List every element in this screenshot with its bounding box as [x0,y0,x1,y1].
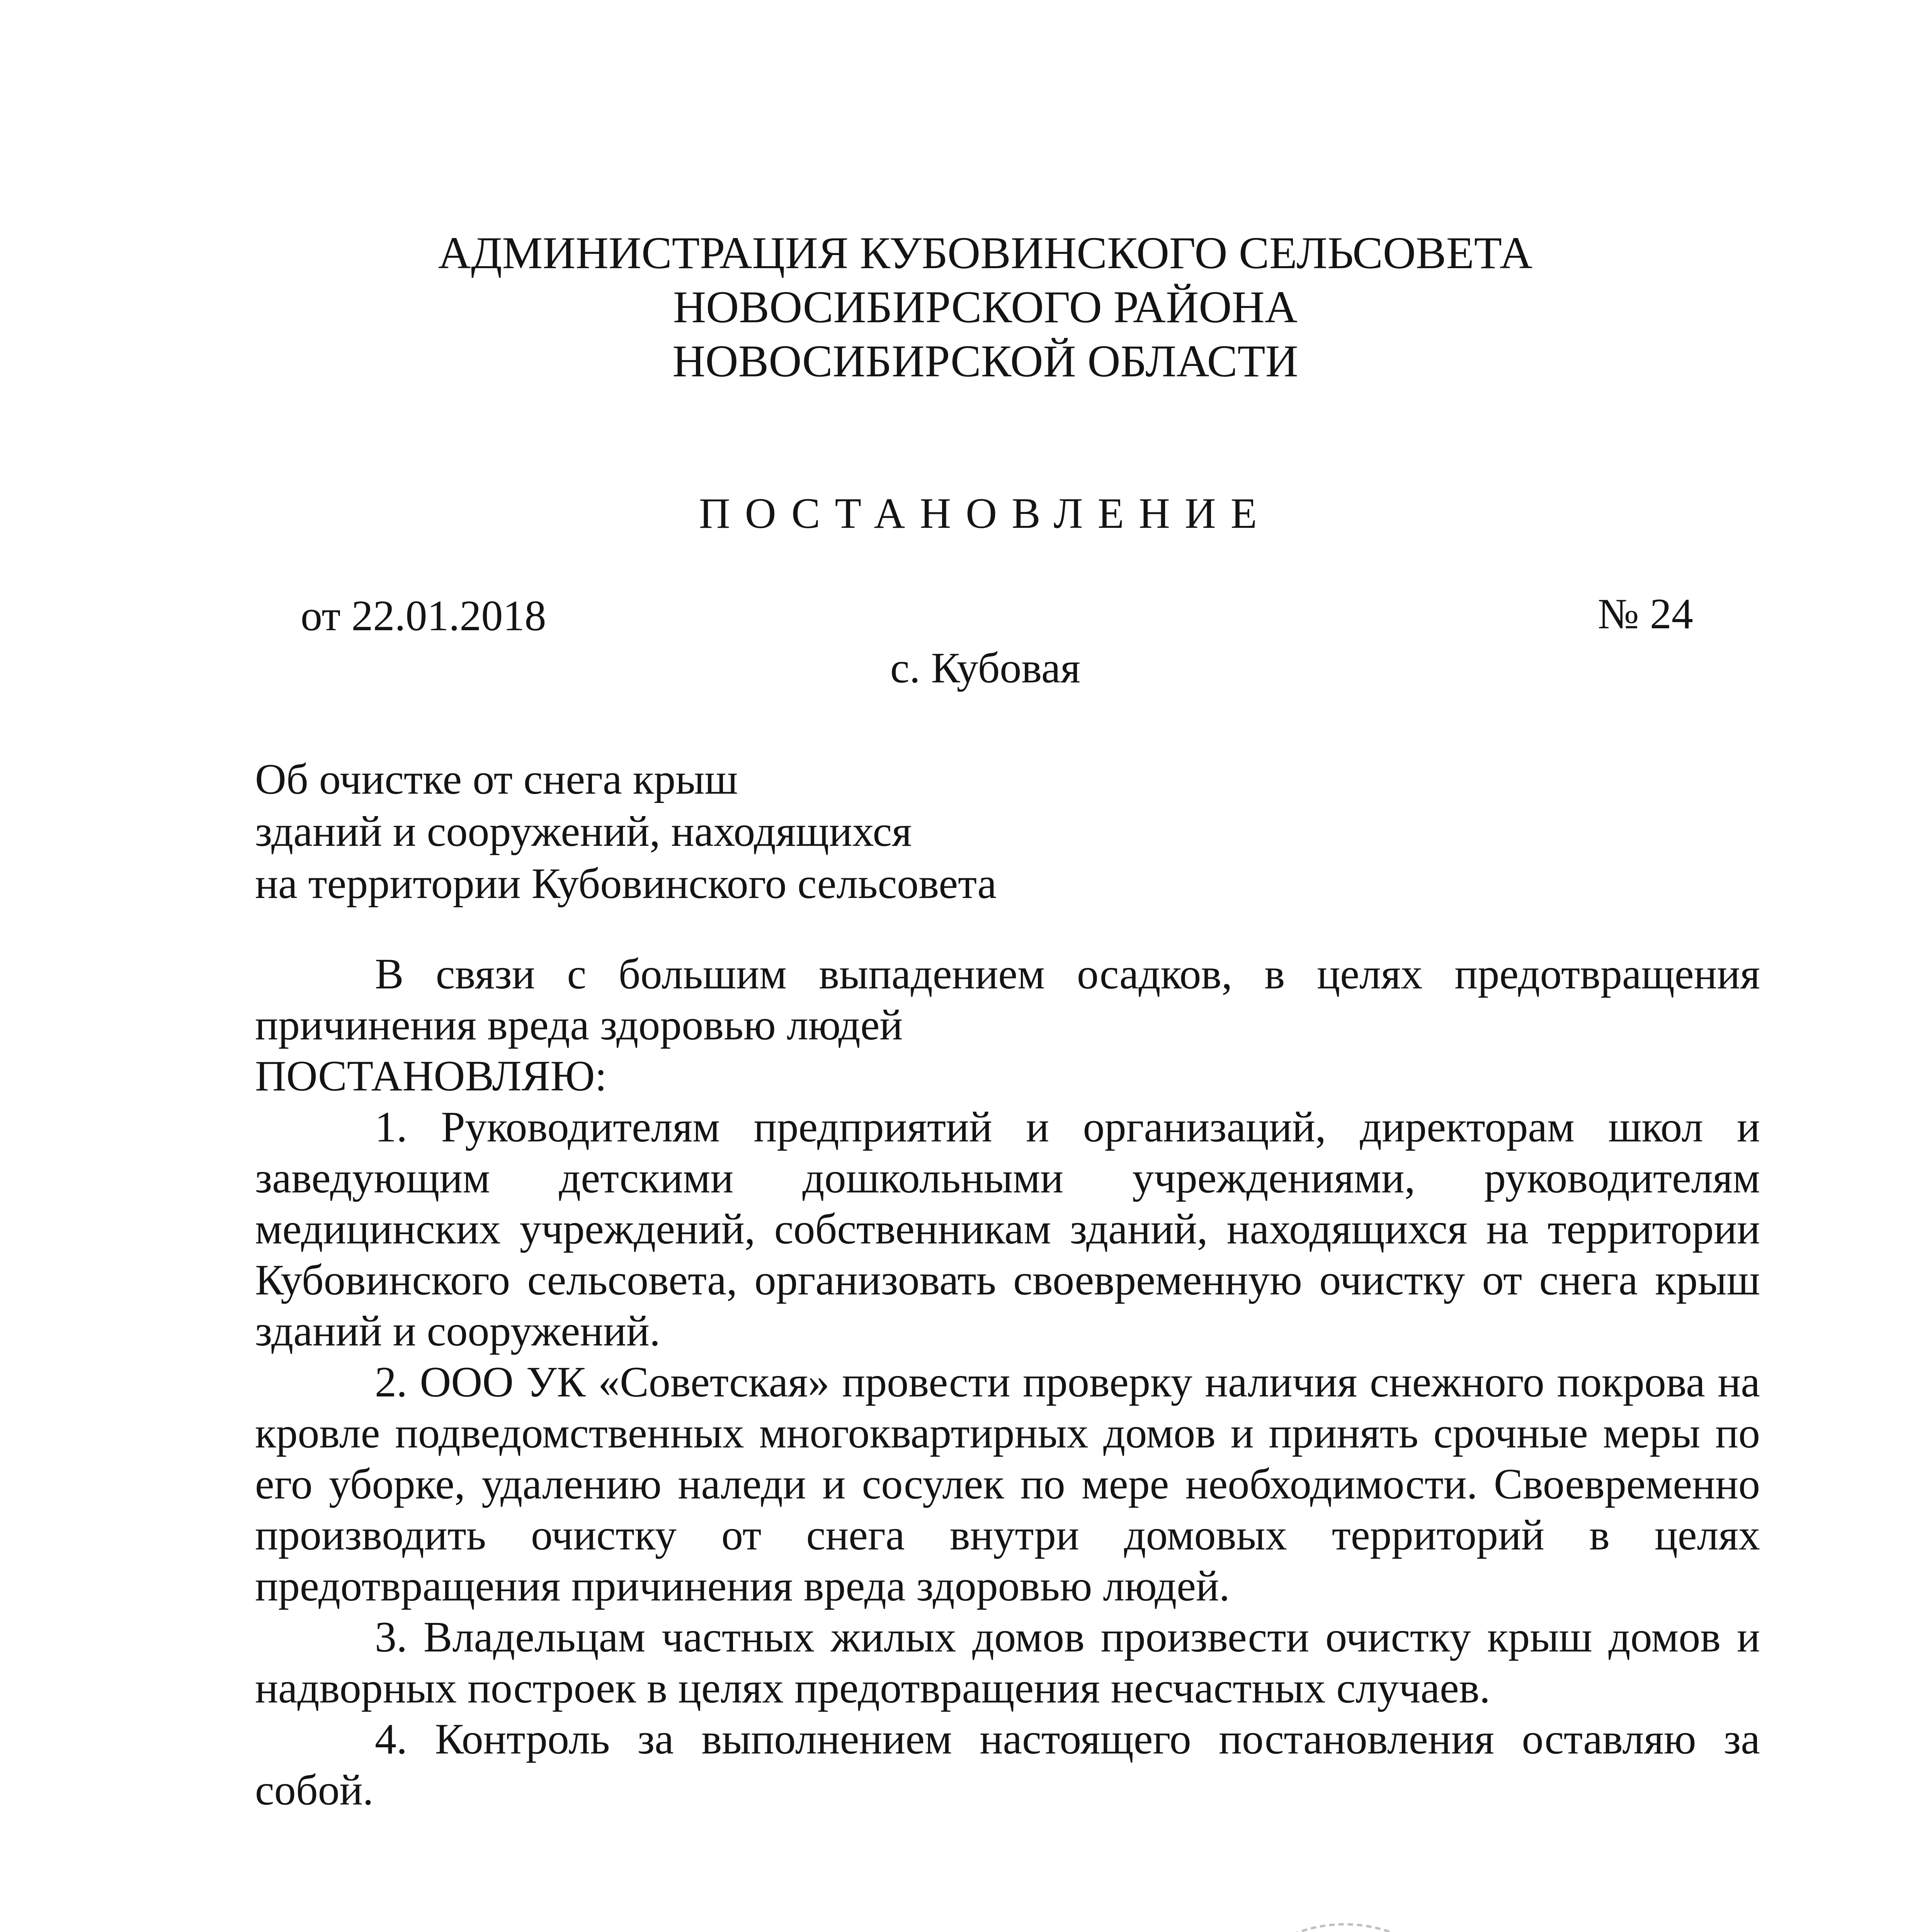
decree-item-4: 4. Контроль за выполнением настоящего постановления оставляю за собой. [255,1715,1760,1814]
subject-line: зданий и сооружений, находящихся [255,808,912,855]
preamble-paragraph: В связи с большим выпадением осадков, в целях предотвращения причинения вреда здоровью людей [255,950,1760,1049]
subject-line: на территории Кубовинского сельсовета [255,860,997,908]
document-subject [255,753,997,910]
decree-item-1: 1. Руководителям предприятий и организаций, директорам школ и заведующим детскими дошкольными учреждениями, руководителям медицинских учреждений, собственникам зданий, находящихся на территории Кубовинского сельсовета, организовать своевременную очистку от снега крыш зданий и сооружений. [255,1103,1760,1355]
subject-line: Об очистке от снега крыш [255,755,738,803]
header-line-3: НОВОСИБИРСКОЙ ОБЛАСТИ [672,336,1298,386]
document-body [255,949,1760,1816]
header-line-1: АДМИНИСТРАЦИЯ КУБОВИНСКОГО СЕЛЬСОВЕТА [438,228,1533,278]
decree-item-3: 3. Владельцам частных жилых домов произвести очистку крыш домов и надворных построек в целях предотвращения несчастных случаев. [255,1613,1760,1712]
document-date: от 22.01.2018 [301,592,546,640]
document-place: с. Кубовая [890,644,1081,692]
document-number: № 24 [1598,590,1693,638]
document-type-title: ПОСТАНОВЛЕНИЕ [699,490,1272,537]
decree-item-2: 2. ООО УК «Советская» провести проверку наличия снежного покрова на кровле подведомственных многоквартирных домов и принять срочные меры по его уборке, удалению наледи и сосулек по мере необходимости. Своевременно производить очистку от снега внутри домовых территорий в целях предотвращения причинения вреда здоровью людей. [255,1358,1760,1610]
decree-keyword: ПОСТАНОВЛЯЮ: [255,1052,607,1100]
round-seal-icon [1144,1886,1530,1932]
header-line-2: НОВОСИБИРСКОГО РАЙОНА [673,282,1298,332]
